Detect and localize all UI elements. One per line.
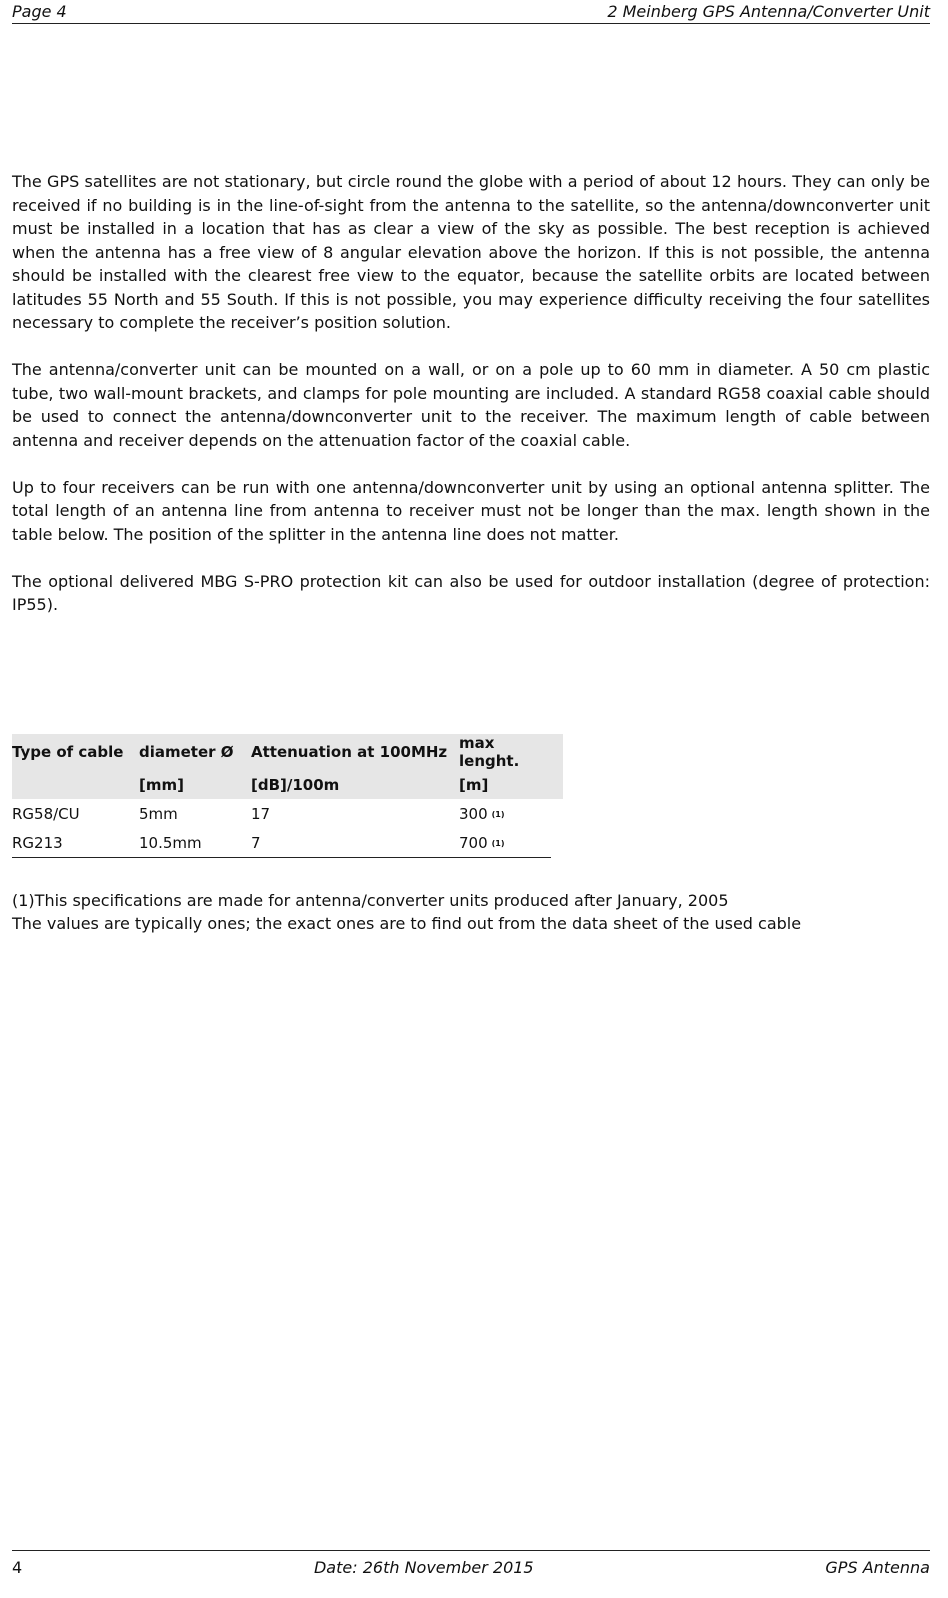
paragraph-splitter: Up to four receivers can be run with one antenna/downconverter unit by using an optional antenna splitter. The total length of an antenna line from antenna to receiver must not be longer than the max. length shown in the table below. The position of the splitter in the antenna line does not matter. <box>12 477 930 544</box>
max-length-value: 700 <box>459 833 488 852</box>
column-header-max-length: max lenght. <box>459 734 551 770</box>
cell-max-length <box>459 828 551 858</box>
table-row <box>12 828 563 858</box>
column-header-spacer <box>551 734 563 770</box>
cell-cable: RG58/CU <box>12 804 80 823</box>
footnote-marker: (1) <box>491 809 505 819</box>
unit-header-max-length: [m] <box>459 770 551 799</box>
section-title: 2 Meinberg GPS Antenna/Converter Unit <box>607 2 930 21</box>
paragraph-mounting: The antenna/converter unit can be mounted on a wall, or on a pole up to 60 mm in diameter. A 50 cm plastic tube, two wall-mount brackets, and clamps for pole mounting are included. A standard RG58 coaxial cable should be used to connect the antenna/downconverter unit to the receiver. The maximum length of cable between antenna and receiver depends on the attenuation factor of the coaxial cable. <box>12 360 930 450</box>
paragraph-satellites: The GPS satellites are not stationary, but circle round the globe with a period of about 12 hours. They can only be received if no building is in the line-of-sight from the antenna to the satellite, so the antenna/downconverter unit must be installed in a location that has as clear a view of the sky as possible. The best reception is achieved when the antenna has a free view of 8 angular elevation above the horizon. If this is not possible, the antenna should be installed with the clearest free view to the equator, because the satellite orbits are located between latitudes 55 North and 55 South. If this is not possible, you may experience difficulty receiving the four satellites necessary to complete the receiver’s position solution. <box>12 172 930 332</box>
body-text <box>12 170 930 640</box>
cable-table <box>12 734 563 858</box>
page-number: 4 <box>12 1558 23 1577</box>
cell-diameter: 5mm <box>139 804 178 823</box>
max-length-value: 300 <box>459 804 488 823</box>
footnote-marker: (1) <box>491 838 505 848</box>
cell-max-length <box>459 799 551 828</box>
column-header-diameter: diameter Ø <box>139 734 251 770</box>
footnote-typical-values: The values are typically ones; the exact ones are to find out from the data sheet of the used cable <box>12 914 802 933</box>
paragraph-protection-kit: The optional delivered MBG S-PRO protection kit can also be used for outdoor installation (degree of protection: IP55). <box>12 571 930 614</box>
footnote-production-date: (1)This specifications are made for antenna/converter units produced after January, 2005 <box>12 891 729 910</box>
table-row <box>12 799 563 828</box>
cell-attenuation: 17 <box>251 804 271 823</box>
unit-header-cable <box>12 770 139 799</box>
cell-cable: RG213 <box>12 828 139 858</box>
table-header-row <box>12 734 563 770</box>
footnotes <box>12 889 801 935</box>
page-header <box>12 0 930 24</box>
product-name: GPS Antenna <box>825 1558 930 1577</box>
unit-header-diameter: [mm] <box>139 770 251 799</box>
column-header-attenuation: Attenuation at 100MHz <box>251 734 459 770</box>
cell-attenuation: 7 <box>251 828 459 858</box>
cell-diameter: 10.5mm <box>139 828 251 858</box>
cell-spacer <box>551 799 563 828</box>
cell-spacer <box>551 828 563 858</box>
page-label: Page 4 <box>12 2 67 21</box>
document-date: Date: 26th November 2015 <box>313 1558 534 1577</box>
column-header-cable: Type of cable <box>12 734 139 770</box>
unit-header-attenuation: [dB]/100m <box>251 770 459 799</box>
page-footer <box>12 1550 930 1577</box>
table-header-units-row <box>12 770 563 799</box>
unit-header-spacer <box>551 770 563 799</box>
